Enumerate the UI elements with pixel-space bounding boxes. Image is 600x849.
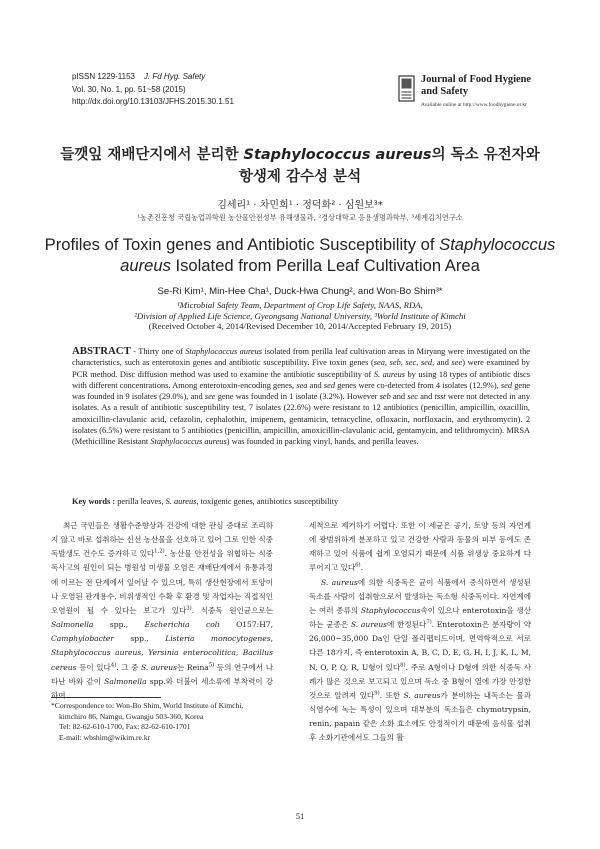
paragraph: 세척으로 제거하기 어렵다. 또한 이 세균은 공기, 토양 등의 자연계에 광범위하게 분포하고 있고 건강한 사람과 동물의 피부 등에도 존재하고 있어 식품에 쉽게 오염되기 때문에 식품 위생상 중요하게 다루어지고 있다$^{6)}$. xyxy=(309,521,531,573)
journal-url[interactable]: Available online at http://www.foodhygiene.or.kr xyxy=(421,102,527,108)
pissn: pISSN 1229-1153 xyxy=(72,72,136,81)
correspondence-footnote: *Correspondence to: Won-Bo Shim, World Institute of Kimchi, kimchiro 86, Namgu, Gwangju 503-360, Korea Tel: 82-62-610-1700, Fax: 82-62-610-1701 E-mail: wbshim@wikim.re.kr xyxy=(51,701,281,743)
correspondence-email[interactable]: E-mail: wbshim@wikim.re.kr xyxy=(59,732,151,742)
keywords: Key words : perilla leaves, S. aureus, toxigenic genes, antibiotics susceptibility xyxy=(72,497,339,506)
keywords-label: Key words : xyxy=(72,497,116,506)
body-left-column xyxy=(51,519,273,703)
organism-name: Staphylococcus aureus xyxy=(243,147,432,163)
paragraph: S. aureus에 의한 식중독은 균이 식품에서 증식하면서 생성된 독소를 사람이 섭취함으로서 발생하는 독소형 식중독이다. 자연계에는 여러 종류의 Staphylococcus속이 있으나 enterotoxin을 생산하는 균종은 S. aureus에 한정된다$^{7)}$. Enterotoxin은 분자량이 약 26,000~35,000 Da인 단일 폴리펩티드이며, 면역학적으로 서로 다른 18가지, 즉 enterotoxin A, B, C, D, E, G, H, I, J, K, L, M, N, O, P, Q, R, U형이 있다$^{8)}$. 주로 A형이나 D형에 의한 식중독 사례가 많은 것으로 보고되고 있으며 독소 중 B형이 열에 가장 안정한 것으로 알려져 있다$^{9)}$. 또한 S. aureus가 분비하는 내독소는 물과 식염수에 녹는 특성이 있으며 대부분의 독소들은 chymotrypsin, renin, papain 같은 소화 효소에도 안정적이기 때문에 음식물 섭취 후 소화기관에서도 그들의 활 xyxy=(309,577,532,743)
affiliations-korean: ¹농촌진흥청 국립농업과학원 농산물안전성부 유해생물과, ²경상대학교 응용생명과학부, ³세계김치연구소 xyxy=(137,213,463,222)
affiliations-english: ¹Microbial Safety Team, Department of Crop Life Safety, NAAS, RDA, ²Division of Applied Life Science, Gyeongsang National University, ³World Institute of Kimchi (Received October 4, 2014/Revised December 10, 2014/Accepted February 19, 2015) xyxy=(40,300,560,332)
journal-meta xyxy=(72,71,234,109)
title-english: Profiles of Toxin genes and Antibiotic Susceptibility of Staphylococcus aureus Isolated from Perilla Leaf Cultivation Area xyxy=(44,235,556,275)
abstract-label: ABSTRACT xyxy=(72,345,131,357)
authors-korean: 김세리¹ · 차민희¹ · 정덕화² · 심원보³* xyxy=(217,200,383,211)
doi-link[interactable]: http://dx.doi.org/10.13103/JFHS.2015.30.1.51 xyxy=(72,97,234,106)
paragraph: 최근 국민들은 생활수준향상과 건강에 대한 관심 증대로 조리하지 않고 바로 섭취하는 신선 농산물을 선호하고 있어 그로 인한 식중독발생도 건수도 증가하고 있다$^{1,2)}$. 농산물 안전성을 위협하는 식중독사고의 원인이 되는 병원성 미생물 오염은 재배단계에서 유통과정에 이르는 전 단계에서 일어날 수 있으며, 특히 생산현장에서 토양이나 오염된 관개용수, 비위생적인 수확 후 환경 및 작업자는 직접적인 오염원이 될 수 있다는 보고가 있다$^{3)}$. 식중독 원인균으로는 Salmonella spp., Escherichia coli O157:H7, Camphylobacter spp., Listeria monocytogenes, Staphylococcus aureus, Yersinia enterocolitica, Bacillus cereus 등이 있다$^{4)}$. 그 중 S. aureus는 Reina$^{5)}$ 등의 연구에서 나타난 바와 같이 Salmonella spp.와 더불어 세소류에 부착력이 강하여 xyxy=(51,521,274,700)
abstract: ABSTRACT - Thirty one of Staphylococcus aureus isolated from perilla leaf cultivation areas in Miryang were investigated on the characteristics, such as enterotoxin genes and antibiotic susceptibility. Five toxin genes (sea, seb, sec, sed, and see) were examined by PCR method. Disc diffusion method was used to examine the antibiotic susceptibility of S. aureus by using 18 types of antibiotic discs with different concentrations. Among enterotoxin-encoding genes, sea and sed genes were co-detected from 4 isolates (12.9%), sed gene was founded in 9 isolates (29.0%), and see gene was founded in 1 isolate (3.2%). However seb and sec and tsst were not detected in any isolates. As a result of antibiotic susceptibility test, 7 isolates (22.6%) were resistant to 12 antibiotics (penicillin, ampicillin, oxacillin, amoxicillin-clavulanic acid, cefazolin, cephalothin, imipenem, gentamicin, tetracycline, ofloxacin, norfloxacin, and erythromycin). 2 isolates (6.5%) were resistant to 5 antibiotics (penicillin, ampicillin, amoxicillin-clavulanic acid, gentamycin, and telithromycin). MRSA (Methicilline Resistant Staphylococcus aureus) was founded in packing vinyl, hands, and perilla leaves. xyxy=(72,345,531,447)
journal-logo-icon xyxy=(398,75,415,102)
footnote-divider xyxy=(51,697,161,698)
page-number: 51 xyxy=(295,811,305,821)
journal-logo-block xyxy=(398,72,548,114)
body-right-column xyxy=(309,519,531,746)
title-korean-line1: 들깻잎 재배단지에서 분리한 Staphylococcus aureus의 독소 유전자와 xyxy=(60,147,540,163)
received-dates: (Received October 4, 2014/Revised December 10, 2014/Accepted February 19, 2015) xyxy=(148,321,452,332)
authors-english: Se-Ri Kim¹, Min-Hee Cha¹, Duck-Hwa Chung², and Won-Bo Shim³* xyxy=(157,286,443,297)
volume-info: Vol. 30, No. 1, pp. 51~58 (2015) xyxy=(72,84,186,94)
journal-name: Journal of Food Hygiene and Safety xyxy=(421,74,531,97)
title-korean-line2: 항생제 감수성 분석 xyxy=(238,169,362,185)
journal-abbrev: J. Fd Hyg. Safety xyxy=(143,72,206,81)
